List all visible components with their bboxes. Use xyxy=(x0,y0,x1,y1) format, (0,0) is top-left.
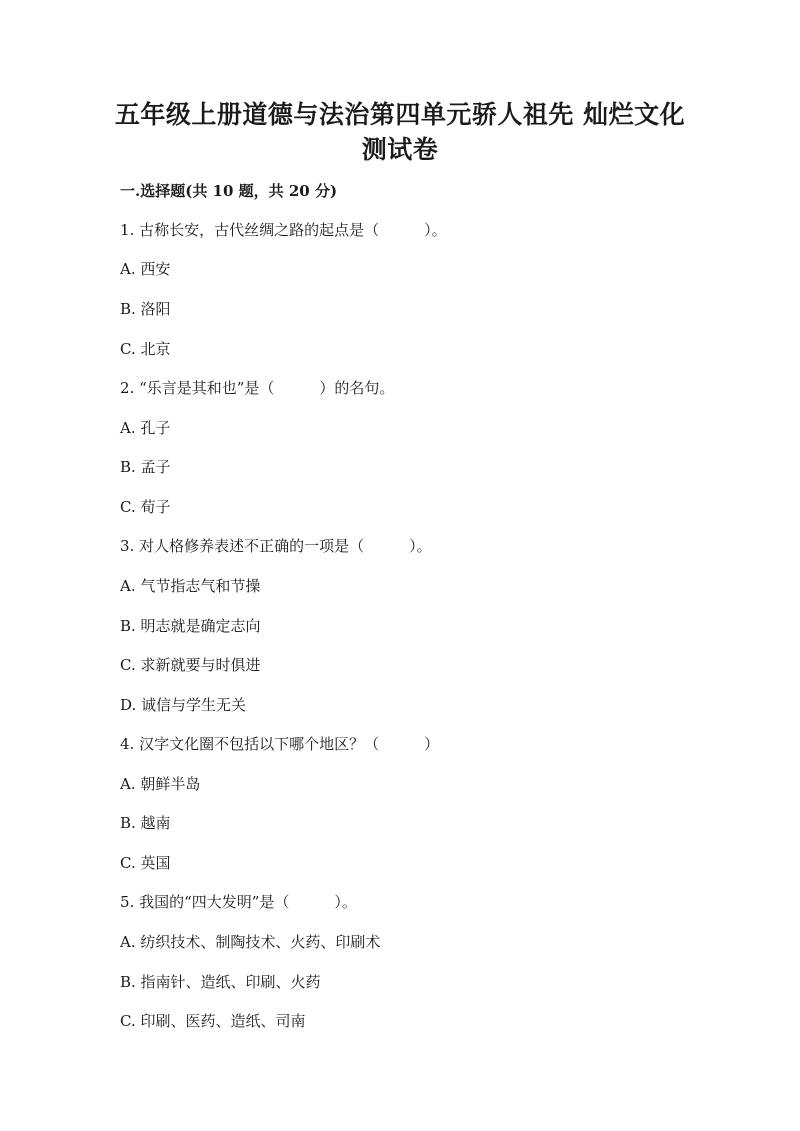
page-title: 五年级上册道德与法治第四单元骄人祖先 灿烂文化 xyxy=(114,100,686,129)
question-3-option-c: C. 求新就要与时俱进 xyxy=(120,656,261,674)
question-1-stem: 1. 古称长安，古代丝绸之路的起点是（ ）。 xyxy=(120,221,447,239)
question-5-option-b: B. 指南针、造纸、印刷、火药 xyxy=(120,973,321,991)
question-1-option-b: B. 洛阳 xyxy=(120,300,171,318)
question-4-option-a: A. 朝鲜半岛 xyxy=(120,775,201,793)
question-4-stem: 4. 汉字文化圈不包括以下哪个地区？（ ） xyxy=(120,735,440,753)
question-4-option-b: B. 越南 xyxy=(120,814,171,832)
question-2-option-a: A. 孔子 xyxy=(120,419,171,437)
question-5-option-a: A. 纺织技术、制陶技术、火药、印刷术 xyxy=(120,933,381,951)
question-2-option-c: C. 荀子 xyxy=(120,498,171,516)
question-3-option-b: B. 明志就是确定志向 xyxy=(120,617,261,635)
question-1-option-c: C. 北京 xyxy=(120,340,171,358)
question-5-option-c: C. 印刷、医药、造纸、司南 xyxy=(120,1012,306,1030)
question-3-option-d: D. 诚信与学生无关 xyxy=(120,696,247,714)
question-3-option-a: A. 气节指志气和节操 xyxy=(120,577,261,595)
page-title-line2: 测试卷 xyxy=(361,135,439,164)
question-4-option-c: C. 英国 xyxy=(120,854,171,872)
question-2-option-b: B. 孟子 xyxy=(120,458,171,476)
question-5-stem: 5. 我国的“四大发明”是（ ）。 xyxy=(120,893,357,911)
section-heading: 一.选择题(共 10 题，共 20 分) xyxy=(120,182,338,200)
question-3-stem: 3. 对人格修养表述不正确的一项是（ ）。 xyxy=(120,537,432,555)
question-1-option-a: A. 西安 xyxy=(120,260,171,278)
question-2-stem: 2. “乐言是其和也”是（ ）的名句。 xyxy=(120,379,395,397)
